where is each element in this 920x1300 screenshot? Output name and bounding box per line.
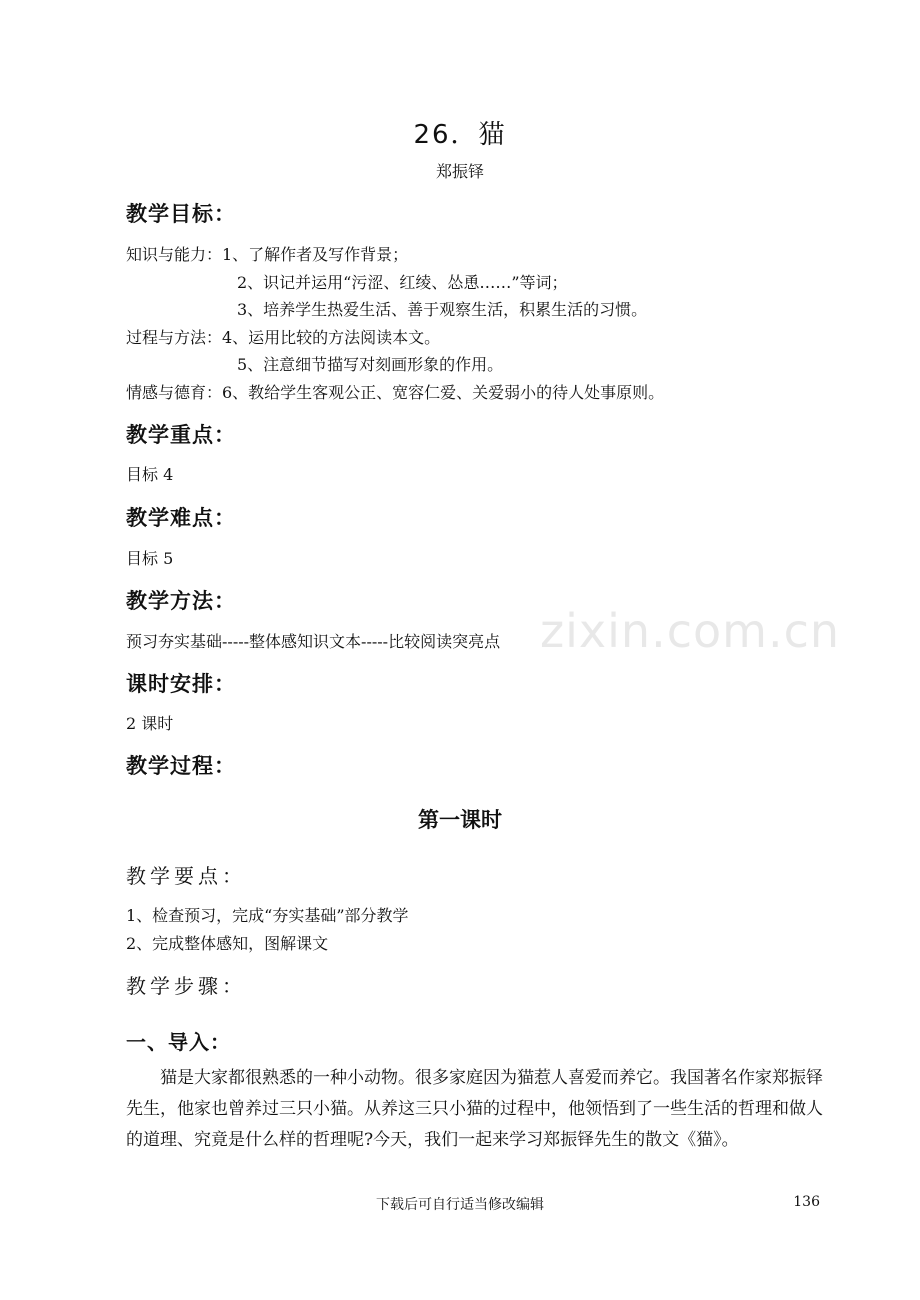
schedule-heading: 课时安排： <box>126 672 236 696</box>
footer-note: 下载后可自行适当修改编辑 <box>376 1197 544 1213</box>
page-title: 26．猫 <box>413 120 507 150</box>
objective-line-5: 5、注意细节描写对刻画形象的作用。 <box>237 355 504 374</box>
objectives-heading: 教学目标： <box>126 202 236 226</box>
method-heading: 教学方法： <box>126 589 236 613</box>
page-number: 136 <box>793 1194 820 1210</box>
steps-heading: 教学步骤： <box>126 974 246 998</box>
points-heading: 教学要点： <box>126 864 246 888</box>
process-heading: 教学过程： <box>126 754 236 778</box>
lesson-heading: 第一课时 <box>418 808 502 832</box>
intro-text: 猫是大家都很熟悉的一种小动物。很多家庭因为猫惹人喜爱而养它。我国著名作家郑振铎先生，他家也曾养过三只小猫。从养这三只小猫的过程中，他领悟到了一些生活的哲理和做人的道理、究竟是什么样的哲理呢?今天，我们一起来学习郑振铎先生的散文《猫》。 <box>126 1068 823 1150</box>
method-text: 预习夯实基础-----整体感知识文本-----比较阅读突亮点 <box>126 632 501 651</box>
objective-line-6: 情感与德育：6、教给学生客观公正、宽容仁爱、关爱弱小的待人处事原则。 <box>126 383 665 402</box>
objective-line-2: 2、识记并运用“污涩、红绫、怂恿……”等词； <box>237 273 568 292</box>
intro-heading: 一、导入： <box>126 1030 231 1054</box>
objective-line-3: 3、培养学生热爱生活、善于观察生活，积累生活的习惯。 <box>237 300 648 319</box>
point-line-1: 1、检查预习，完成“夯实基础”部分教学 <box>126 906 409 925</box>
author-name: 郑振铎 <box>435 162 484 181</box>
schedule-text: 2 课时 <box>126 714 174 733</box>
key-text: 目标 4 <box>126 465 174 484</box>
watermark: zixin.com.cn <box>540 604 841 658</box>
key-heading: 教学重点： <box>126 423 236 447</box>
intro-paragraph <box>126 1063 826 1156</box>
point-line-2: 2、完成整体感知，图解课文 <box>126 934 329 953</box>
objective-line-1: 知识与能力：1、了解作者及写作背景； <box>126 245 409 264</box>
difficulty-text: 目标 5 <box>126 549 174 568</box>
objective-line-4: 过程与方法：4、运用比较的方法阅读本文。 <box>126 328 441 347</box>
difficulty-heading: 教学难点： <box>126 506 236 530</box>
